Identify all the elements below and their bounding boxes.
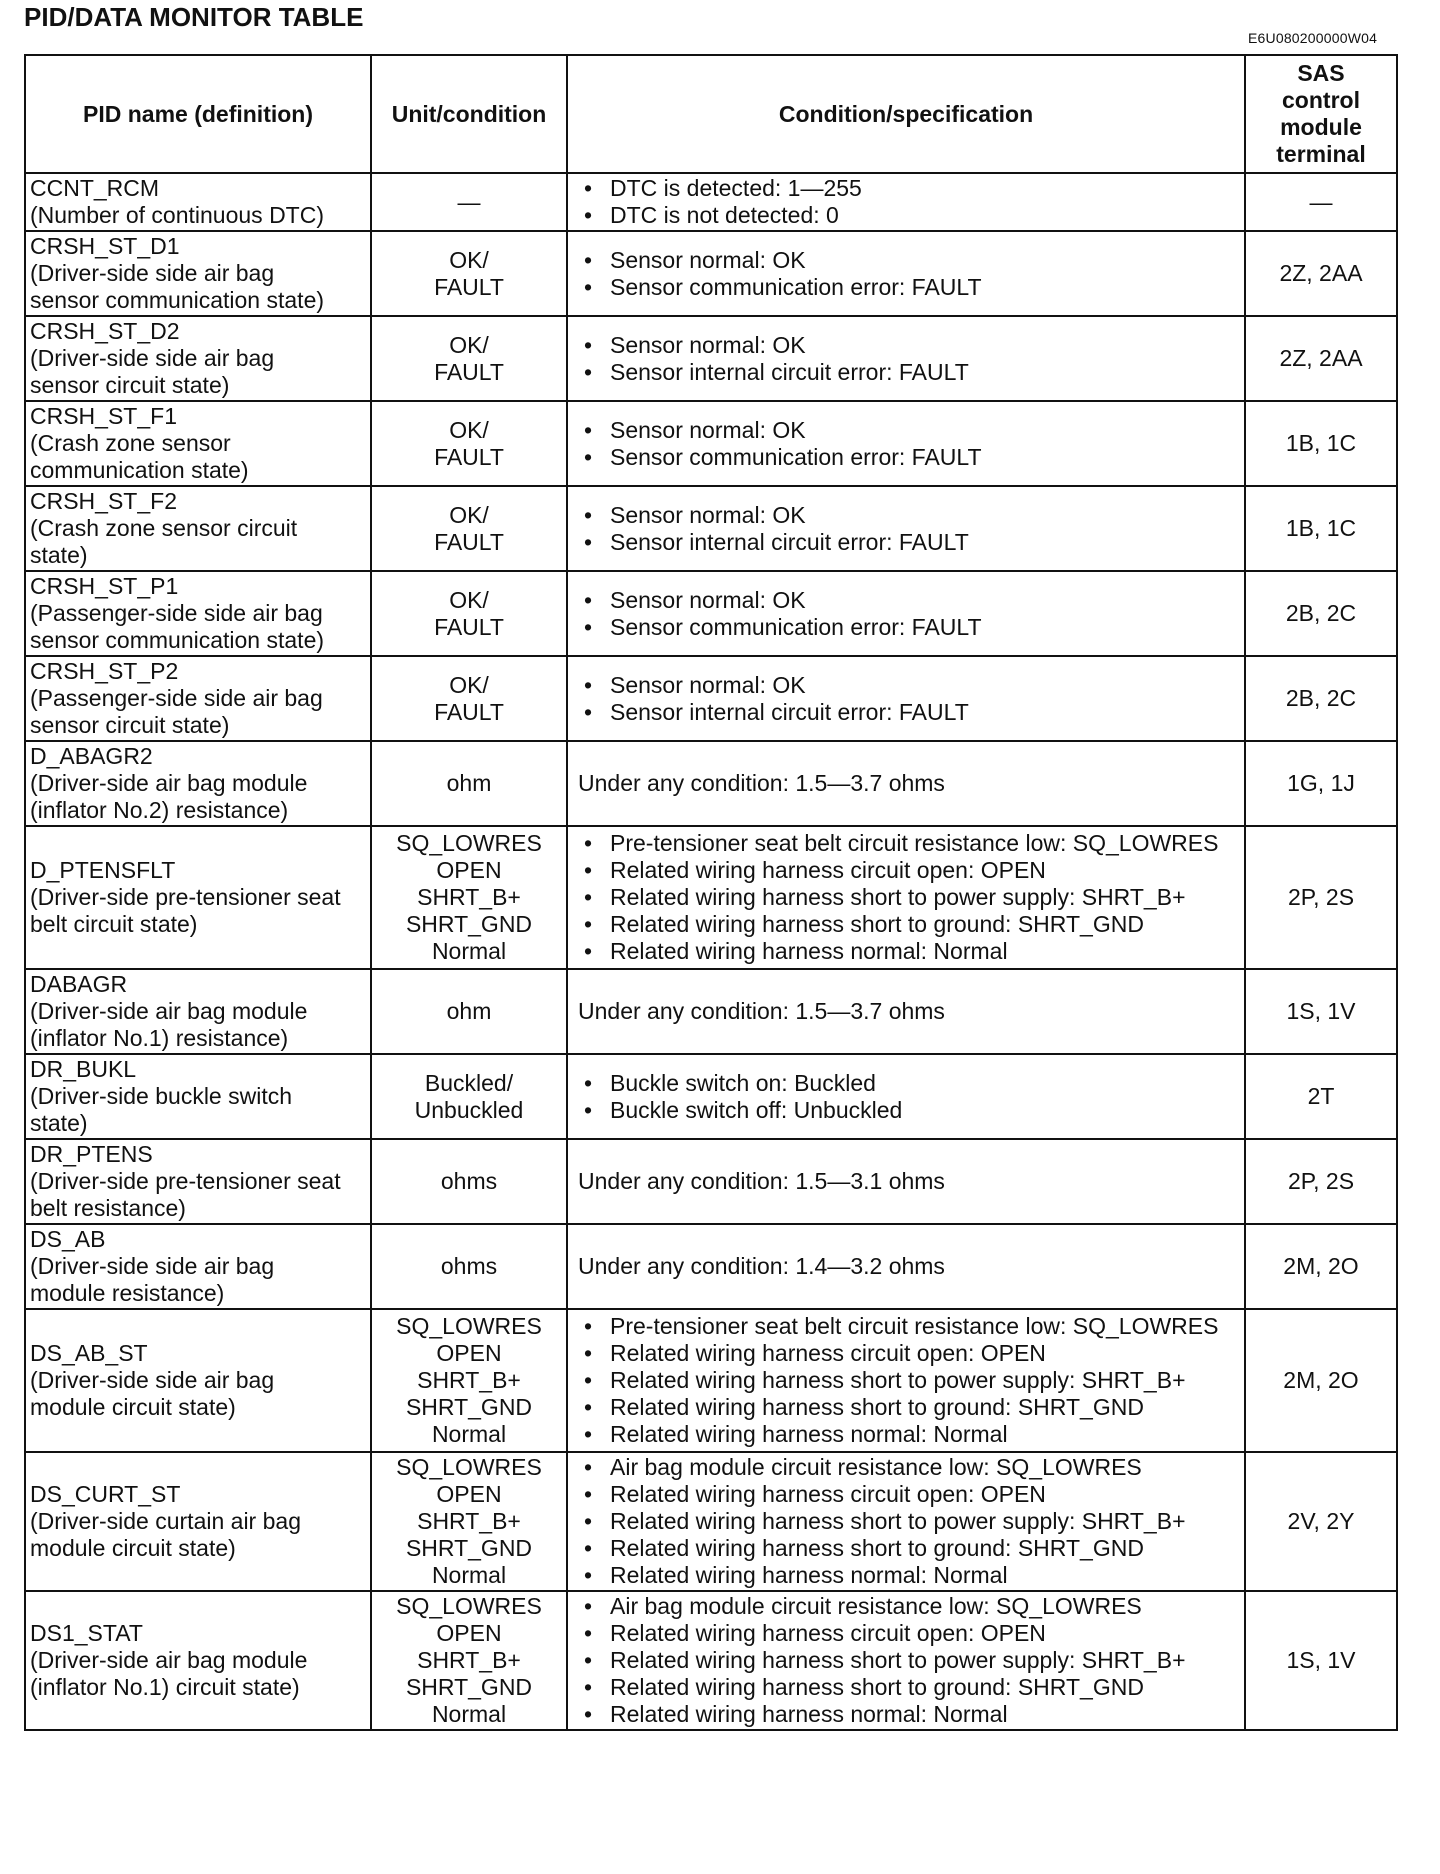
spec-item: • Related wiring harness short to ground: SHRT_GND <box>578 1674 1238 1701</box>
unit-line: OK/ <box>449 416 489 443</box>
spec-item: • DTC is not detected: 0 <box>578 202 1238 229</box>
pid-line: sensor communication state) <box>30 287 325 313</box>
pid-line: CCNT_RCM <box>30 175 160 201</box>
pid-name-cell <box>25 1139 371 1224</box>
spec-item: • Sensor normal: OK <box>578 332 1238 359</box>
pid-line: DS_AB_ST <box>30 1340 148 1366</box>
pid-line: (Crash zone sensor circuit <box>30 515 298 541</box>
pid-line: (inflator No.2) resistance) <box>30 797 289 823</box>
terminal-cell: 2Z, 2AA <box>1245 316 1397 401</box>
unit-line: Normal <box>431 1421 507 1447</box>
unit-line: OPEN <box>436 1481 502 1507</box>
unit-line: ohm <box>446 770 492 796</box>
unit-line: Normal <box>431 1701 507 1727</box>
unit-line: Normal <box>431 938 507 964</box>
spec-item: • Related wiring harness short to power supply: SHRT_B+ <box>578 1508 1238 1535</box>
table-row <box>25 656 1397 741</box>
unit-condition-cell <box>371 741 567 826</box>
spec-list <box>578 247 1238 301</box>
condition-spec-cell <box>567 401 1245 486</box>
unit-condition-cell <box>371 1139 567 1224</box>
unit-line: SHRT_GND <box>405 911 533 937</box>
header-terminal-line: control <box>1282 87 1360 113</box>
unit-line: Buckled/ <box>424 1069 514 1096</box>
pid-line: DS1_STAT <box>30 1620 143 1646</box>
pid-line: DR_PTENS <box>30 1141 153 1167</box>
unit-line: SHRT_B+ <box>417 1647 521 1673</box>
spec-item: • Related wiring harness short to ground: SHRT_GND <box>578 1535 1238 1562</box>
condition-spec-cell <box>567 486 1245 571</box>
pid-line: (Driver-side side air bag <box>30 260 275 286</box>
unit-line: OK/ <box>449 501 489 528</box>
spec-item: • Sensor internal circuit error: FAULT <box>578 699 1238 726</box>
header-terminal-line: SAS <box>1297 60 1345 86</box>
spec-item: • Sensor communication error: FAULT <box>578 614 1238 641</box>
pid-line: CRSH_ST_F1 <box>30 403 177 429</box>
pid-line: module resistance) <box>30 1280 225 1306</box>
unit-line: Unbuckled <box>414 1096 524 1123</box>
condition-spec-cell <box>567 1224 1245 1309</box>
header-unit-condition: Unit/condition <box>371 55 567 173</box>
terminal-cell: 2B, 2C <box>1245 656 1397 741</box>
page-title: PID/DATA MONITOR TABLE <box>24 2 364 32</box>
spec-item: • Related wiring harness short to ground: SHRT_GND <box>578 1394 1238 1421</box>
table-row <box>25 1054 1397 1139</box>
spec-item: • Related wiring harness normal: Normal <box>578 1562 1238 1589</box>
pid-line: DR_BUKL <box>30 1056 137 1082</box>
unit-line: FAULT <box>434 273 504 300</box>
pid-line: CRSH_ST_P1 <box>30 573 179 599</box>
pid-line: (Driver-side air bag module <box>30 1647 308 1673</box>
unit-condition-cell <box>371 401 567 486</box>
pid-line: state) <box>30 1110 88 1136</box>
unit-line: FAULT <box>434 698 504 725</box>
pid-line: (inflator No.1) resistance) <box>30 1025 289 1051</box>
terminal-cell: 2P, 2S <box>1245 826 1397 969</box>
pid-line: sensor communication state) <box>30 627 325 653</box>
unit-line: OK/ <box>449 246 489 273</box>
spec-item: • Sensor normal: OK <box>578 417 1238 444</box>
condition-spec-cell <box>567 826 1245 969</box>
unit-condition-cell <box>371 1054 567 1139</box>
table-header-row <box>25 55 1397 173</box>
pid-name-cell <box>25 1591 371 1730</box>
pid-name-cell <box>25 826 371 969</box>
terminal-cell: 1S, 1V <box>1245 1591 1397 1730</box>
terminal-cell: 2T <box>1245 1054 1397 1139</box>
spec-item: • Pre-tensioner seat belt circuit resistance low: SQ_LOWRES <box>578 1313 1238 1340</box>
table-row <box>25 173 1397 231</box>
condition-spec-cell <box>567 173 1245 231</box>
unit-line: FAULT <box>434 613 504 640</box>
table-row <box>25 1452 1397 1591</box>
spec-item: • Related wiring harness normal: Normal <box>578 1421 1238 1448</box>
header-condition-specification: Condition/specification <box>567 55 1245 173</box>
pid-line: (Passenger-side side air bag <box>30 685 323 711</box>
unit-condition-cell <box>371 1309 567 1452</box>
pid-name-cell <box>25 1452 371 1591</box>
terminal-cell: 1B, 1C <box>1245 401 1397 486</box>
spec-list <box>578 1454 1238 1589</box>
unit-line: OPEN <box>436 857 502 883</box>
condition-spec-cell <box>567 1054 1245 1139</box>
pid-line: module circuit state) <box>30 1535 236 1561</box>
spec-item: • Buckle switch on: Buckled <box>578 1070 1238 1097</box>
pid-name-cell <box>25 741 371 826</box>
pid-line: belt resistance) <box>30 1195 186 1221</box>
table-row <box>25 486 1397 571</box>
unit-line: SHRT_B+ <box>417 1508 521 1534</box>
condition-spec-cell <box>567 969 1245 1054</box>
table-row <box>25 316 1397 401</box>
spec-item: • Sensor internal circuit error: FAULT <box>578 359 1238 386</box>
spec-item: • Sensor normal: OK <box>578 247 1238 274</box>
unit-condition-cell <box>371 571 567 656</box>
condition-spec-cell <box>567 1452 1245 1591</box>
pid-line: CRSH_ST_P2 <box>30 658 179 684</box>
table-body <box>25 173 1397 1730</box>
pid-line: D_PTENSFLT <box>30 857 176 883</box>
unit-condition-cell <box>371 656 567 741</box>
pid-line: state) <box>30 542 88 568</box>
pid-name-cell <box>25 571 371 656</box>
pid-line: CRSH_ST_D2 <box>30 318 180 344</box>
spec-item: • Sensor communication error: FAULT <box>578 444 1238 471</box>
unit-line: SHRT_GND <box>405 1535 533 1561</box>
condition-spec-cell <box>567 656 1245 741</box>
pid-name-cell <box>25 401 371 486</box>
unit-line: OK/ <box>449 586 489 613</box>
spec-item: • Sensor internal circuit error: FAULT <box>578 529 1238 556</box>
table-row <box>25 1591 1397 1730</box>
pid-line: DABAGR <box>30 971 128 997</box>
spec-item: • Sensor normal: OK <box>578 502 1238 529</box>
unit-condition-cell <box>371 1452 567 1591</box>
unit-condition-cell <box>371 173 567 231</box>
pid-line: (Number of continuous DTC) <box>30 202 324 228</box>
unit-line: SHRT_B+ <box>417 1367 521 1393</box>
spec-text: Under any condition: 1.5—3.7 ohms <box>578 770 945 796</box>
table-row <box>25 231 1397 316</box>
terminal-cell: — <box>1245 173 1397 231</box>
condition-spec-cell <box>567 741 1245 826</box>
spec-item: • Related wiring harness short to power supply: SHRT_B+ <box>578 1367 1238 1394</box>
spec-list <box>578 175 1238 229</box>
unit-condition-cell <box>371 969 567 1054</box>
terminal-cell: 2V, 2Y <box>1245 1452 1397 1591</box>
unit-line: FAULT <box>434 358 504 385</box>
pid-line: (Driver-side air bag module <box>30 770 308 796</box>
terminal-cell: 2P, 2S <box>1245 1139 1397 1224</box>
pid-line: communication state) <box>30 457 249 483</box>
terminal-cell: 1B, 1C <box>1245 486 1397 571</box>
unit-condition-cell <box>371 1224 567 1309</box>
unit-line: ohms <box>440 1253 498 1279</box>
pid-line: module circuit state) <box>30 1394 236 1420</box>
terminal-cell: 2M, 2O <box>1245 1309 1397 1452</box>
pid-line: D_ABAGR2 <box>30 743 153 769</box>
pid-name-cell <box>25 1309 371 1452</box>
condition-spec-cell <box>567 1591 1245 1730</box>
pid-name-cell <box>25 969 371 1054</box>
spec-item: • Sensor communication error: FAULT <box>578 274 1238 301</box>
pid-line: (inflator No.1) circuit state) <box>30 1674 300 1700</box>
unit-line: ohm <box>446 998 492 1024</box>
spec-list <box>578 1070 1238 1124</box>
table-row <box>25 1224 1397 1309</box>
pid-line: DS_CURT_ST <box>30 1481 181 1507</box>
spec-list <box>578 1313 1238 1448</box>
pid-line: (Crash zone sensor <box>30 430 231 456</box>
pid-line: DS_AB <box>30 1226 106 1252</box>
unit-condition-cell <box>371 486 567 571</box>
pid-name-cell <box>25 486 371 571</box>
header-pid-name: PID name (definition) <box>25 55 371 173</box>
unit-line: SHRT_B+ <box>417 884 521 910</box>
spec-list <box>578 830 1238 965</box>
pid-line: (Driver-side pre-tensioner seat <box>30 1168 341 1194</box>
pid-line: (Driver-side buckle switch <box>30 1083 293 1109</box>
unit-line: — <box>457 188 481 215</box>
terminal-cell: 1S, 1V <box>1245 969 1397 1054</box>
pid-line: CRSH_ST_F2 <box>30 488 177 514</box>
header-terminal-line: module <box>1280 114 1362 140</box>
pid-line: sensor circuit state) <box>30 712 230 738</box>
spec-list <box>578 1593 1238 1728</box>
table-row <box>25 401 1397 486</box>
pid-name-cell <box>25 173 371 231</box>
spec-item: • Buckle switch off: Unbuckled <box>578 1097 1238 1124</box>
header-terminal <box>1245 55 1397 173</box>
spec-item: • Related wiring harness short to power supply: SHRT_B+ <box>578 1647 1238 1674</box>
condition-spec-cell <box>567 1309 1245 1452</box>
unit-line: OK/ <box>449 671 489 698</box>
pid-line: sensor circuit state) <box>30 372 230 398</box>
unit-line: FAULT <box>434 528 504 555</box>
pid-name-cell <box>25 656 371 741</box>
unit-line: SQ_LOWRES <box>396 1454 542 1480</box>
document-code: E6U080200000W04 <box>1248 30 1378 46</box>
unit-line: Normal <box>431 1562 507 1588</box>
spec-item: • Related wiring harness circuit open: OPEN <box>578 1340 1238 1367</box>
condition-spec-cell <box>567 316 1245 401</box>
pid-line: (Driver-side air bag module <box>30 998 308 1024</box>
pid-line: (Driver-side side air bag <box>30 345 275 371</box>
terminal-cell: 1G, 1J <box>1245 741 1397 826</box>
pid-line: CRSH_ST_D1 <box>30 233 180 259</box>
table-row <box>25 571 1397 656</box>
unit-line: OPEN <box>436 1340 502 1366</box>
pid-name-cell <box>25 231 371 316</box>
spec-item: • Related wiring harness short to ground: SHRT_GND <box>578 911 1238 938</box>
spec-item: • Related wiring harness normal: Normal <box>578 1701 1238 1728</box>
unit-line: OK/ <box>449 331 489 358</box>
terminal-cell: 2Z, 2AA <box>1245 231 1397 316</box>
spec-item: • Related wiring harness circuit open: OPEN <box>578 1620 1238 1647</box>
spec-text: Under any condition: 1.4—3.2 ohms <box>578 1253 945 1279</box>
spec-item: • Air bag module circuit resistance low: SQ_LOWRES <box>578 1593 1238 1620</box>
pid-data-monitor-table <box>24 54 1398 1731</box>
spec-item: • Sensor normal: OK <box>578 672 1238 699</box>
pid-line: (Driver-side curtain air bag <box>30 1508 301 1534</box>
spec-item: • Related wiring harness circuit open: OPEN <box>578 1481 1238 1508</box>
spec-item: • Related wiring harness circuit open: OPEN <box>578 857 1238 884</box>
pid-line: (Driver-side side air bag <box>30 1367 275 1393</box>
condition-spec-cell <box>567 231 1245 316</box>
table-row <box>25 1139 1397 1224</box>
unit-line: SHRT_GND <box>405 1674 533 1700</box>
header-terminal-line: terminal <box>1276 141 1366 167</box>
terminal-cell: 2B, 2C <box>1245 571 1397 656</box>
unit-condition-cell <box>371 231 567 316</box>
spec-item: • Related wiring harness normal: Normal <box>578 938 1238 965</box>
unit-line: SHRT_GND <box>405 1394 533 1420</box>
spec-item: • Pre-tensioner seat belt circuit resistance low: SQ_LOWRES <box>578 830 1238 857</box>
table-row <box>25 969 1397 1054</box>
table-row <box>25 1309 1397 1452</box>
spec-list <box>578 417 1238 471</box>
unit-line: ohms <box>440 1168 498 1194</box>
pid-name-cell <box>25 316 371 401</box>
spec-list <box>578 332 1238 386</box>
pid-line: (Driver-side side air bag <box>30 1253 275 1279</box>
spec-list <box>578 587 1238 641</box>
table-row <box>25 826 1397 969</box>
unit-line: SQ_LOWRES <box>396 1313 542 1339</box>
spec-text: Under any condition: 1.5—3.7 ohms <box>578 998 945 1024</box>
spec-text: Under any condition: 1.5—3.1 ohms <box>578 1168 945 1194</box>
spec-item: • Related wiring harness short to power supply: SHRT_B+ <box>578 884 1238 911</box>
unit-line: SQ_LOWRES <box>396 1593 542 1619</box>
unit-condition-cell <box>371 316 567 401</box>
pid-line: (Passenger-side side air bag <box>30 600 323 626</box>
condition-spec-cell <box>567 1139 1245 1224</box>
pid-name-cell <box>25 1224 371 1309</box>
spec-item: • Air bag module circuit resistance low: SQ_LOWRES <box>578 1454 1238 1481</box>
spec-list <box>578 672 1238 726</box>
unit-line: OPEN <box>436 1620 502 1646</box>
spec-item: • Sensor normal: OK <box>578 587 1238 614</box>
unit-line: FAULT <box>434 443 504 470</box>
unit-condition-cell <box>371 1591 567 1730</box>
pid-line: (Driver-side pre-tensioner seat <box>30 884 341 910</box>
unit-condition-cell <box>371 826 567 969</box>
spec-list <box>578 502 1238 556</box>
unit-line: SQ_LOWRES <box>396 830 542 856</box>
pid-line: belt circuit state) <box>30 911 198 937</box>
condition-spec-cell <box>567 571 1245 656</box>
pid-name-cell <box>25 1054 371 1139</box>
spec-item: • DTC is detected: 1—255 <box>578 175 1238 202</box>
table-row <box>25 741 1397 826</box>
terminal-cell: 2M, 2O <box>1245 1224 1397 1309</box>
